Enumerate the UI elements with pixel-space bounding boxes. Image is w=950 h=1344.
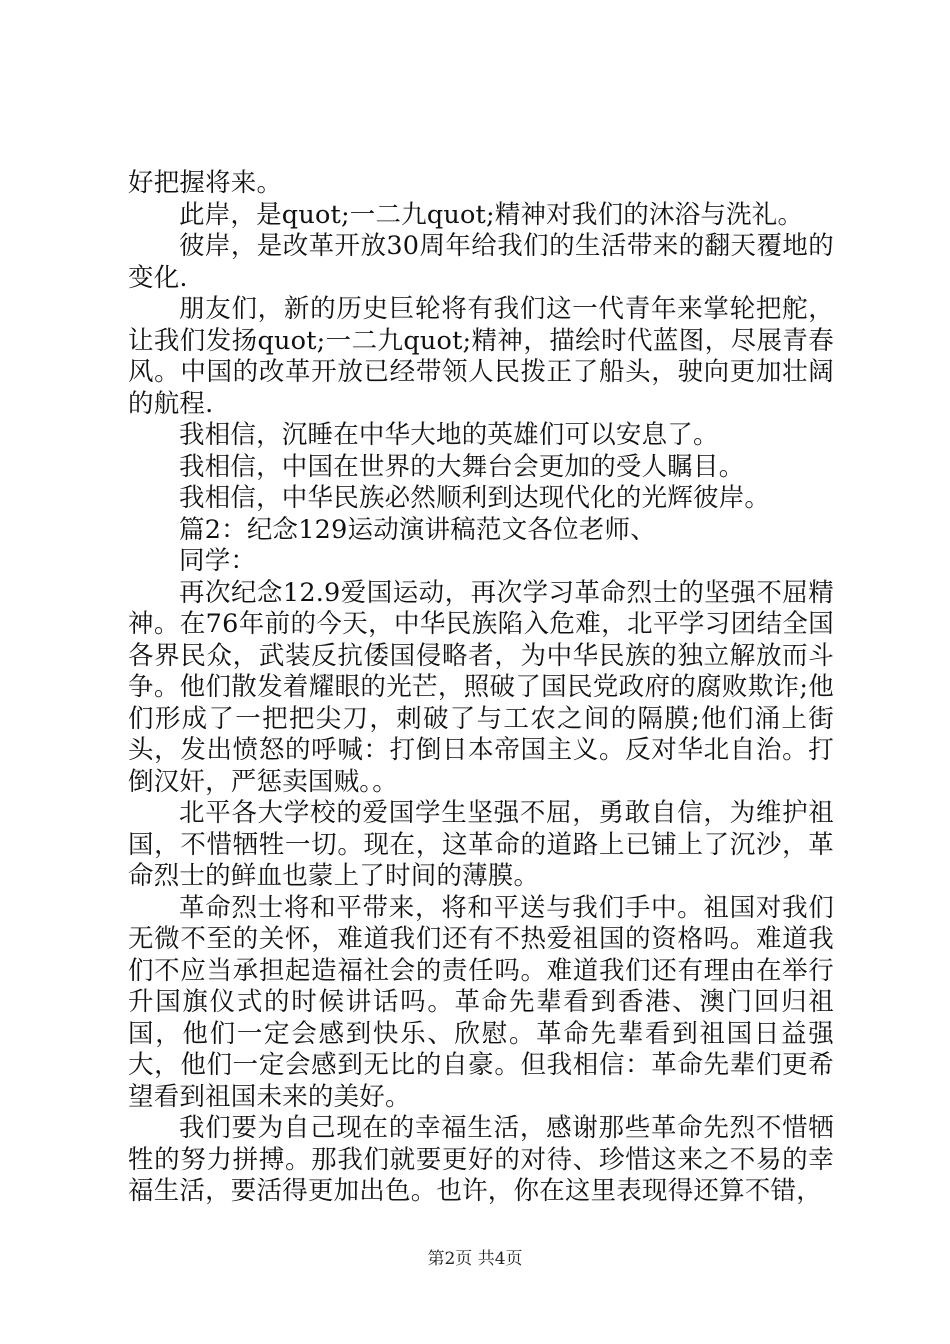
paragraph: 好把握将来。 <box>128 168 283 198</box>
paragraph: 我相信，中国在世界的大舞台会更加的受人瞩目。 <box>179 451 745 482</box>
paragraph: 再次纪念12.9爱国运动，再次学习革命烈士的坚强不屈精神。在76年前的今天，中华民族陷入危难，北平学习团结全国各界民众，武装反抗倭国侵略者，为中华民族的独立解放而斗争。他们散发着耀眼的光芒，照破了国民党政府的腐败欺诈;他们形成了一把把尖刀，刺破了与工农之间的隔膜;他们涌上街头，发出愤怒的呼喊：打倒日本帝国主义。反对华北自治。打倒汉奸，严惩卖国贼。。 <box>128 577 834 797</box>
salutation: 同学： <box>179 546 257 576</box>
paragraph: 革命烈士将和平带来，将和平送与我们手中。祖国对我们无微不至的关怀，难道我们还有不热爱祖国的资格吗。难道我们不应当承担起造福社会的责任吗。难道我们还有理由在举行升国旗仪式的时候讲话吗。革命先辈看到香港、澳门回归祖国，他们一定会感到快乐、欣慰。革命先辈看到祖国日益强大，他们一定会感到无比的自豪。但我相信：革命先辈们更希望看到祖国未来的美好。 <box>128 892 834 1112</box>
paragraph: 彼岸，是改革开放30周年给我们的生活带来的翻天覆地的变化. <box>128 231 834 293</box>
paragraph: 我相信，沉睡在中华大地的英雄们可以安息了。 <box>179 420 719 450</box>
paragraph: 此岸，是quot;一二九quot;精神对我们的沐浴与洗礼。 <box>179 199 804 230</box>
paragraph: 朋友们，新的历史巨轮将有我们这一代青年来掌轮把舵，让我们发扬quot;一二九quot;精神，描绘时代蓝图，尽展青春风。中国的改革开放已经带领人民拨正了船头，驶向更加壮阔的航程. <box>128 294 834 419</box>
section-heading: 篇2：纪念129运动演讲稿范文各位老师、 <box>179 514 656 545</box>
document-body <box>128 168 834 1208</box>
paragraph: 北平各大学校的爱国学生坚强不屈，勇敢自信，为维护祖国，不惜牺牲一切。现在，这革命的道路上已铺上了沉沙，革命烈士的鲜血也蒙上了时间的薄膜。 <box>128 798 834 891</box>
page-number-footer: 第2页 共4页 <box>427 1249 523 1269</box>
paragraph: 我们要为自己现在的幸福生活，感谢那些革命先烈不惜牺牲的努力拼搏。那我们就要更好的对待、珍惜这来之不易的幸福生活，要活得更加出色。也许，你在这里表现得还算不错， <box>128 1113 834 1206</box>
paragraph: 我相信，中华民族必然顺利到达现代化的光辉彼岸。 <box>179 483 771 513</box>
